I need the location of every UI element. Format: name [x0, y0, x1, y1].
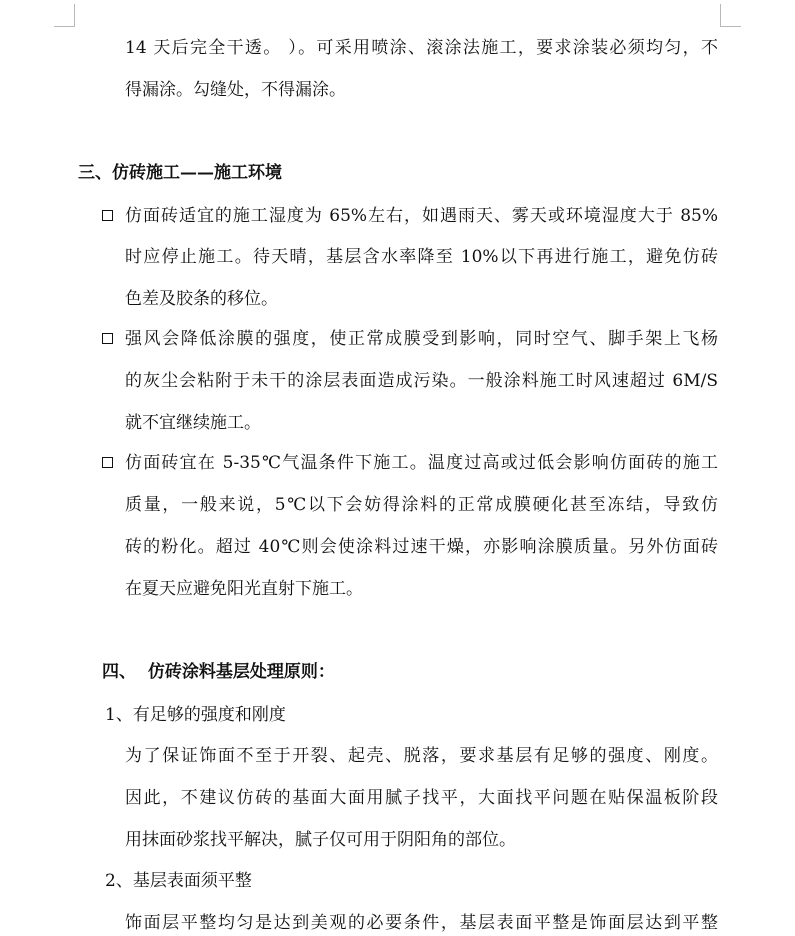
bullet-line: 在夏天应避免阳光直射下施工。 [125, 579, 363, 599]
bullet-line: 色差及胶条的移位。 [125, 289, 278, 309]
bullet-line: 强风会降低涂膜的强度，使正常成膜受到影响，同时空气、脚手架上飞杨 [125, 329, 718, 349]
bullet-line: 砖的粉化。超过 40℃则会使涂料过速干燥，亦影响涂膜质量。另外仿面砖 [125, 537, 718, 557]
paragraph-line: 用抹面砂浆找平解决，腻子仅可用于阴阳角的部位。 [125, 830, 516, 850]
page-corner-mark-left [54, 4, 75, 27]
bullet-line: 的灰尘会粘附于未干的涂层表面造成污染。一般涂料施工时风速超过 6M/S [125, 371, 718, 391]
checkbox-bullet-icon [102, 333, 113, 344]
checkbox-bullet-icon [102, 210, 113, 221]
checkbox-bullet-icon [102, 457, 113, 468]
bullet-line: 时应停止施工。待天晴，基层含水率降至 10%以下再进行施工，避免仿砖 [125, 247, 718, 267]
bullet-line: 质量，一般来说，5℃以下会妨得涂料的正常成膜硬化甚至冻结，导致仿 [125, 495, 718, 515]
numbered-item-heading: 2、基层表面须平整 [105, 871, 252, 891]
numbered-item-heading: 1、有足够的强度和刚度 [105, 705, 286, 725]
bullet-line: 就不宜继续施工。 [125, 413, 261, 433]
section-heading: 四、 仿砖涂料基层处理原则： [102, 662, 335, 682]
paragraph-line: 饰面层平整均匀是达到美观的必要条件，基层表面平整是饰面层达到平整 [125, 913, 718, 933]
section-heading: 三、仿砖施工——施工环境 [78, 163, 282, 183]
paragraph-line: 14 天后完全干透。 ）。可采用喷涂、滚涂法施工，要求涂装必须均匀，不 [125, 38, 718, 58]
paragraph-line: 得漏涂。勾缝处，不得漏涂。 [125, 80, 346, 100]
bullet-line: 仿面砖宜在 5-35℃气温条件下施工。温度过高或过低会影响仿面砖的施工 [125, 453, 718, 473]
bullet-line: 仿面砖适宜的施工湿度为 65%左右，如遇雨天、雾天或环境湿度大于 85% [125, 206, 718, 226]
paragraph-line: 因此，不建议仿砖的基面大面用腻子找平，大面找平问题在贴保温板阶段 [125, 788, 718, 808]
paragraph-line: 为了保证饰面不至于开裂、起壳、脱落，要求基层有足够的强度、刚度。 [125, 746, 718, 766]
page-corner-mark-right [720, 4, 741, 27]
